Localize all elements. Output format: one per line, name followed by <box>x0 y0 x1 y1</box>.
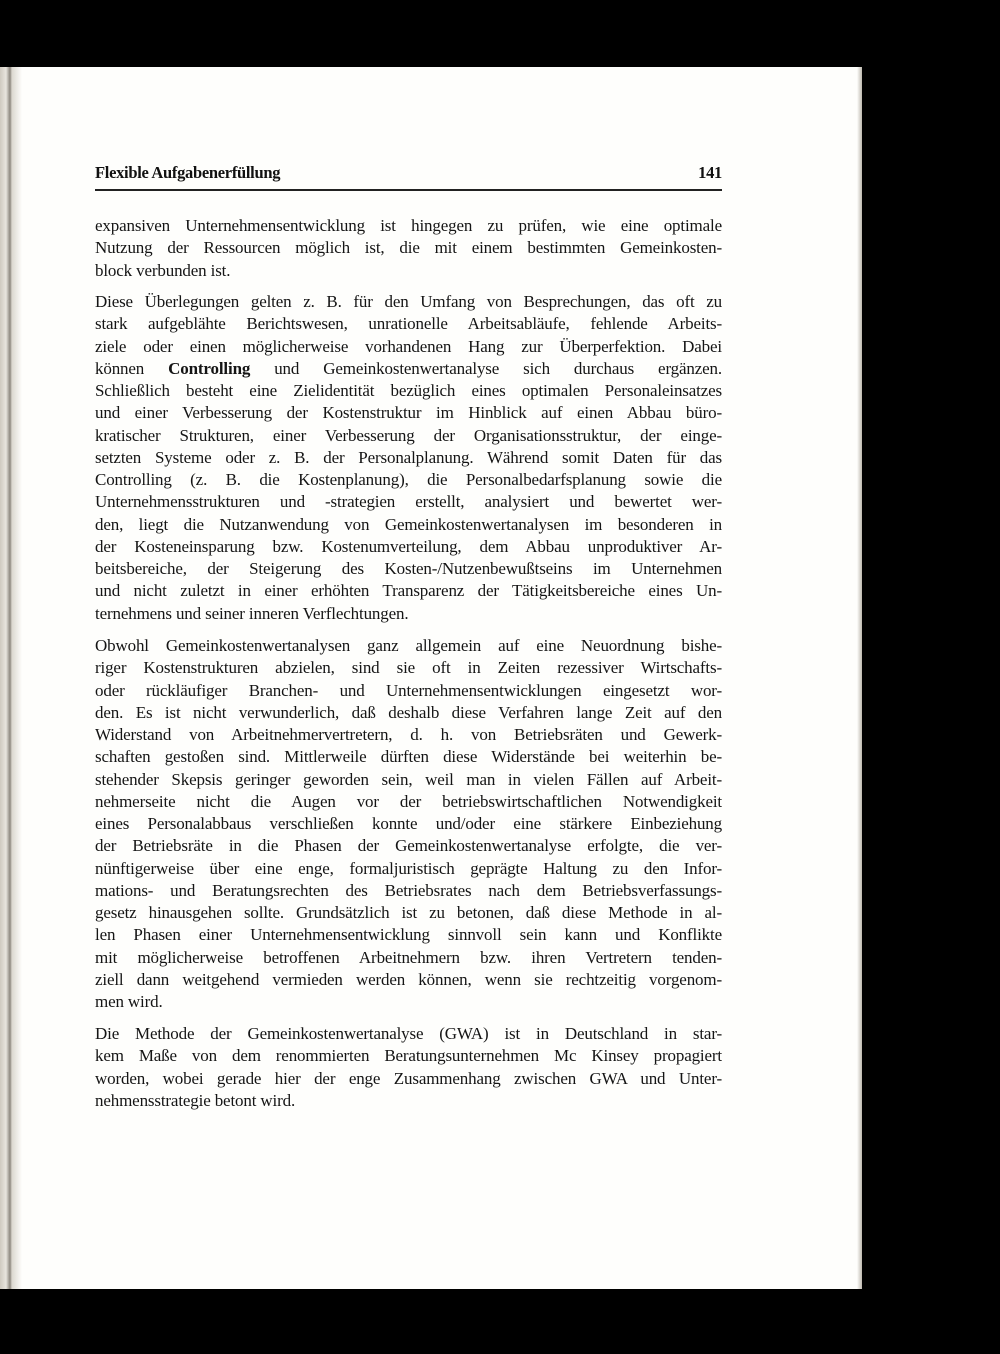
text-line: oder rückläufiger Branchen- und Unternehmensentwicklungen eingesetzt wor- <box>95 680 722 700</box>
text-segment: können <box>95 358 169 378</box>
text-line: beitsbereiche, der Steigerung des Kosten-/Nutzenbewußtseins im Unternehmen <box>95 559 722 578</box>
text-line: men wird. <box>95 992 163 1011</box>
header-rule <box>95 189 722 191</box>
text-line: kratischer Strukturen, einer Verbesserung der Organisationsstruktur, der einge- <box>95 425 722 445</box>
text-line: ziele oder einen möglicherweise vorhandenen Hang zur Überperfektion. Dabei <box>95 336 722 356</box>
text-line: Widerstand von Arbeitnehmervertretern, d. h. von Betriebsräten und Gewerk- <box>95 725 722 744</box>
text-line: Schließlich besteht eine Zielidentität bezüglich eines optimalen Personaleinsatzes <box>95 381 722 400</box>
text-line: Unternehmensstrukturen und -strategien erstellt, analysiert und bewertet wer- <box>95 492 722 512</box>
text-line: kem Maße von dem renommierten Beratungsunternehmen Mc Kinsey propagiert <box>95 1046 722 1066</box>
chapter-title: Flexible Aufgabenerfüllung <box>95 163 281 182</box>
text-line: der Kosteneinsparung bzw. Kostenumverteilung, dem Abbau unproduktiver Ar- <box>95 536 722 556</box>
page-number: 141 <box>698 163 722 182</box>
text-line: ziell dann weitgehend vermieden werden können, wenn sie rechtzeitig vorgenom- <box>95 969 722 989</box>
text-line: worden, wobei gerade hier der enge Zusammenhang zwischen GWA und Unter- <box>95 1068 722 1088</box>
text-line: expansiven Unternehmensentwicklung ist hingegen zu prüfen, wie eine optimale <box>95 216 722 235</box>
paragraph-4 <box>95 1023 722 1112</box>
text-line: Diese Überlegungen gelten z. B. für den Umfang von Besprechungen, das oft zu <box>95 292 722 311</box>
text-line: stehender Skepsis geringer geworden sein, weil man in vielen Fällen auf Arbeit- <box>95 769 722 789</box>
text-line: block verbunden ist. <box>95 260 231 280</box>
text-line: mations- und Beratungsrechten des Betriebsrates nach dem Betriebsverfassungs- <box>95 880 722 900</box>
text-line: len Phasen einer Unternehmensentwicklung sinnvoll sein kann und Konflikte <box>95 925 722 945</box>
text-line: schaften gestoßen sind. Mittlerweile dürften diese Widerstände bei weiterhin be- <box>95 747 722 767</box>
text-line: setzten Systeme oder z. B. der Personalplanung. Während somit Daten für das <box>95 447 722 467</box>
page-binding-edge <box>0 67 22 1289</box>
paragraph-1 <box>95 215 722 282</box>
text-segment: und Gemeinkostenwertanalyse sich durchaus ergänzen. <box>250 358 722 378</box>
text-line: der Betriebsräte in die Phasen der Gemeinkostenwertanalyse erfolgte, die ver- <box>95 836 722 856</box>
running-header <box>95 163 722 185</box>
text-line: gesetz hinausgehen sollte. Grundsätzlich ist zu betonen, daß diese Methode in al- <box>95 903 722 922</box>
text-line: mit möglicherweise betroffenen Arbeitnehmern bzw. ihren Vertretern tenden- <box>95 947 722 967</box>
text-line: den. Es ist nicht verwunderlich, daß deshalb diese Verfahren lange Zeit auf den <box>95 702 722 722</box>
text-line: ternehmens und seiner inneren Verflechtungen. <box>95 603 409 623</box>
text-line: und nicht zuletzt in einer erhöhten Transparenz der Tätigkeitsbereiche eines Un- <box>95 581 722 601</box>
text-line: Controlling (z. B. die Kostenplanung), die Personalbedarfsplanung sowie die <box>95 470 722 489</box>
text-line: den, liegt die Nutzanwendung von Gemeinkostenwertanalysen im besonderen in <box>95 514 722 534</box>
page-right-edge <box>857 67 862 1289</box>
text-line: nehmensstrategie betont wird. <box>95 1090 296 1110</box>
bold-term: Controlling <box>168 358 251 378</box>
text-line: und einer Verbesserung der Kostenstruktur im Hinblick auf einen Abbau büro- <box>95 403 722 423</box>
text-line: Die Methode der Gemeinkostenwertanalyse (GWA) ist in Deutschland in star- <box>95 1024 722 1043</box>
paragraph-3 <box>95 635 722 1013</box>
text-line: nehmerseite nicht die Augen vor der betriebswirtschaftlichen Notwendigkeit <box>95 791 722 811</box>
paragraph-2 <box>95 291 722 625</box>
text-line: stark aufgeblähte Berichtswesen, unrationelle Arbeitsabläufe, fehlende Arbeits- <box>95 314 722 334</box>
text-line <box>95 358 722 380</box>
text-line: eines Personalabbaus verschließen konnte und/oder eine stärkere Einbeziehung <box>95 814 722 833</box>
text-line: riger Kostenstrukturen abzielen, sind sie oft in Zeiten rezessiver Wirtschafts- <box>95 658 722 678</box>
text-line: Obwohl Gemeinkostenwertanalysen ganz allgemein auf eine Neuordnung bishe- <box>95 636 722 655</box>
text-line: Nutzung der Ressourcen möglich ist, die mit einem bestimmten Gemeinkosten- <box>95 238 722 258</box>
text-line: nünftigerweise über eine enge, formaljuristisch geprägte Haltung zu den Infor- <box>95 858 722 878</box>
book-page <box>0 67 862 1289</box>
